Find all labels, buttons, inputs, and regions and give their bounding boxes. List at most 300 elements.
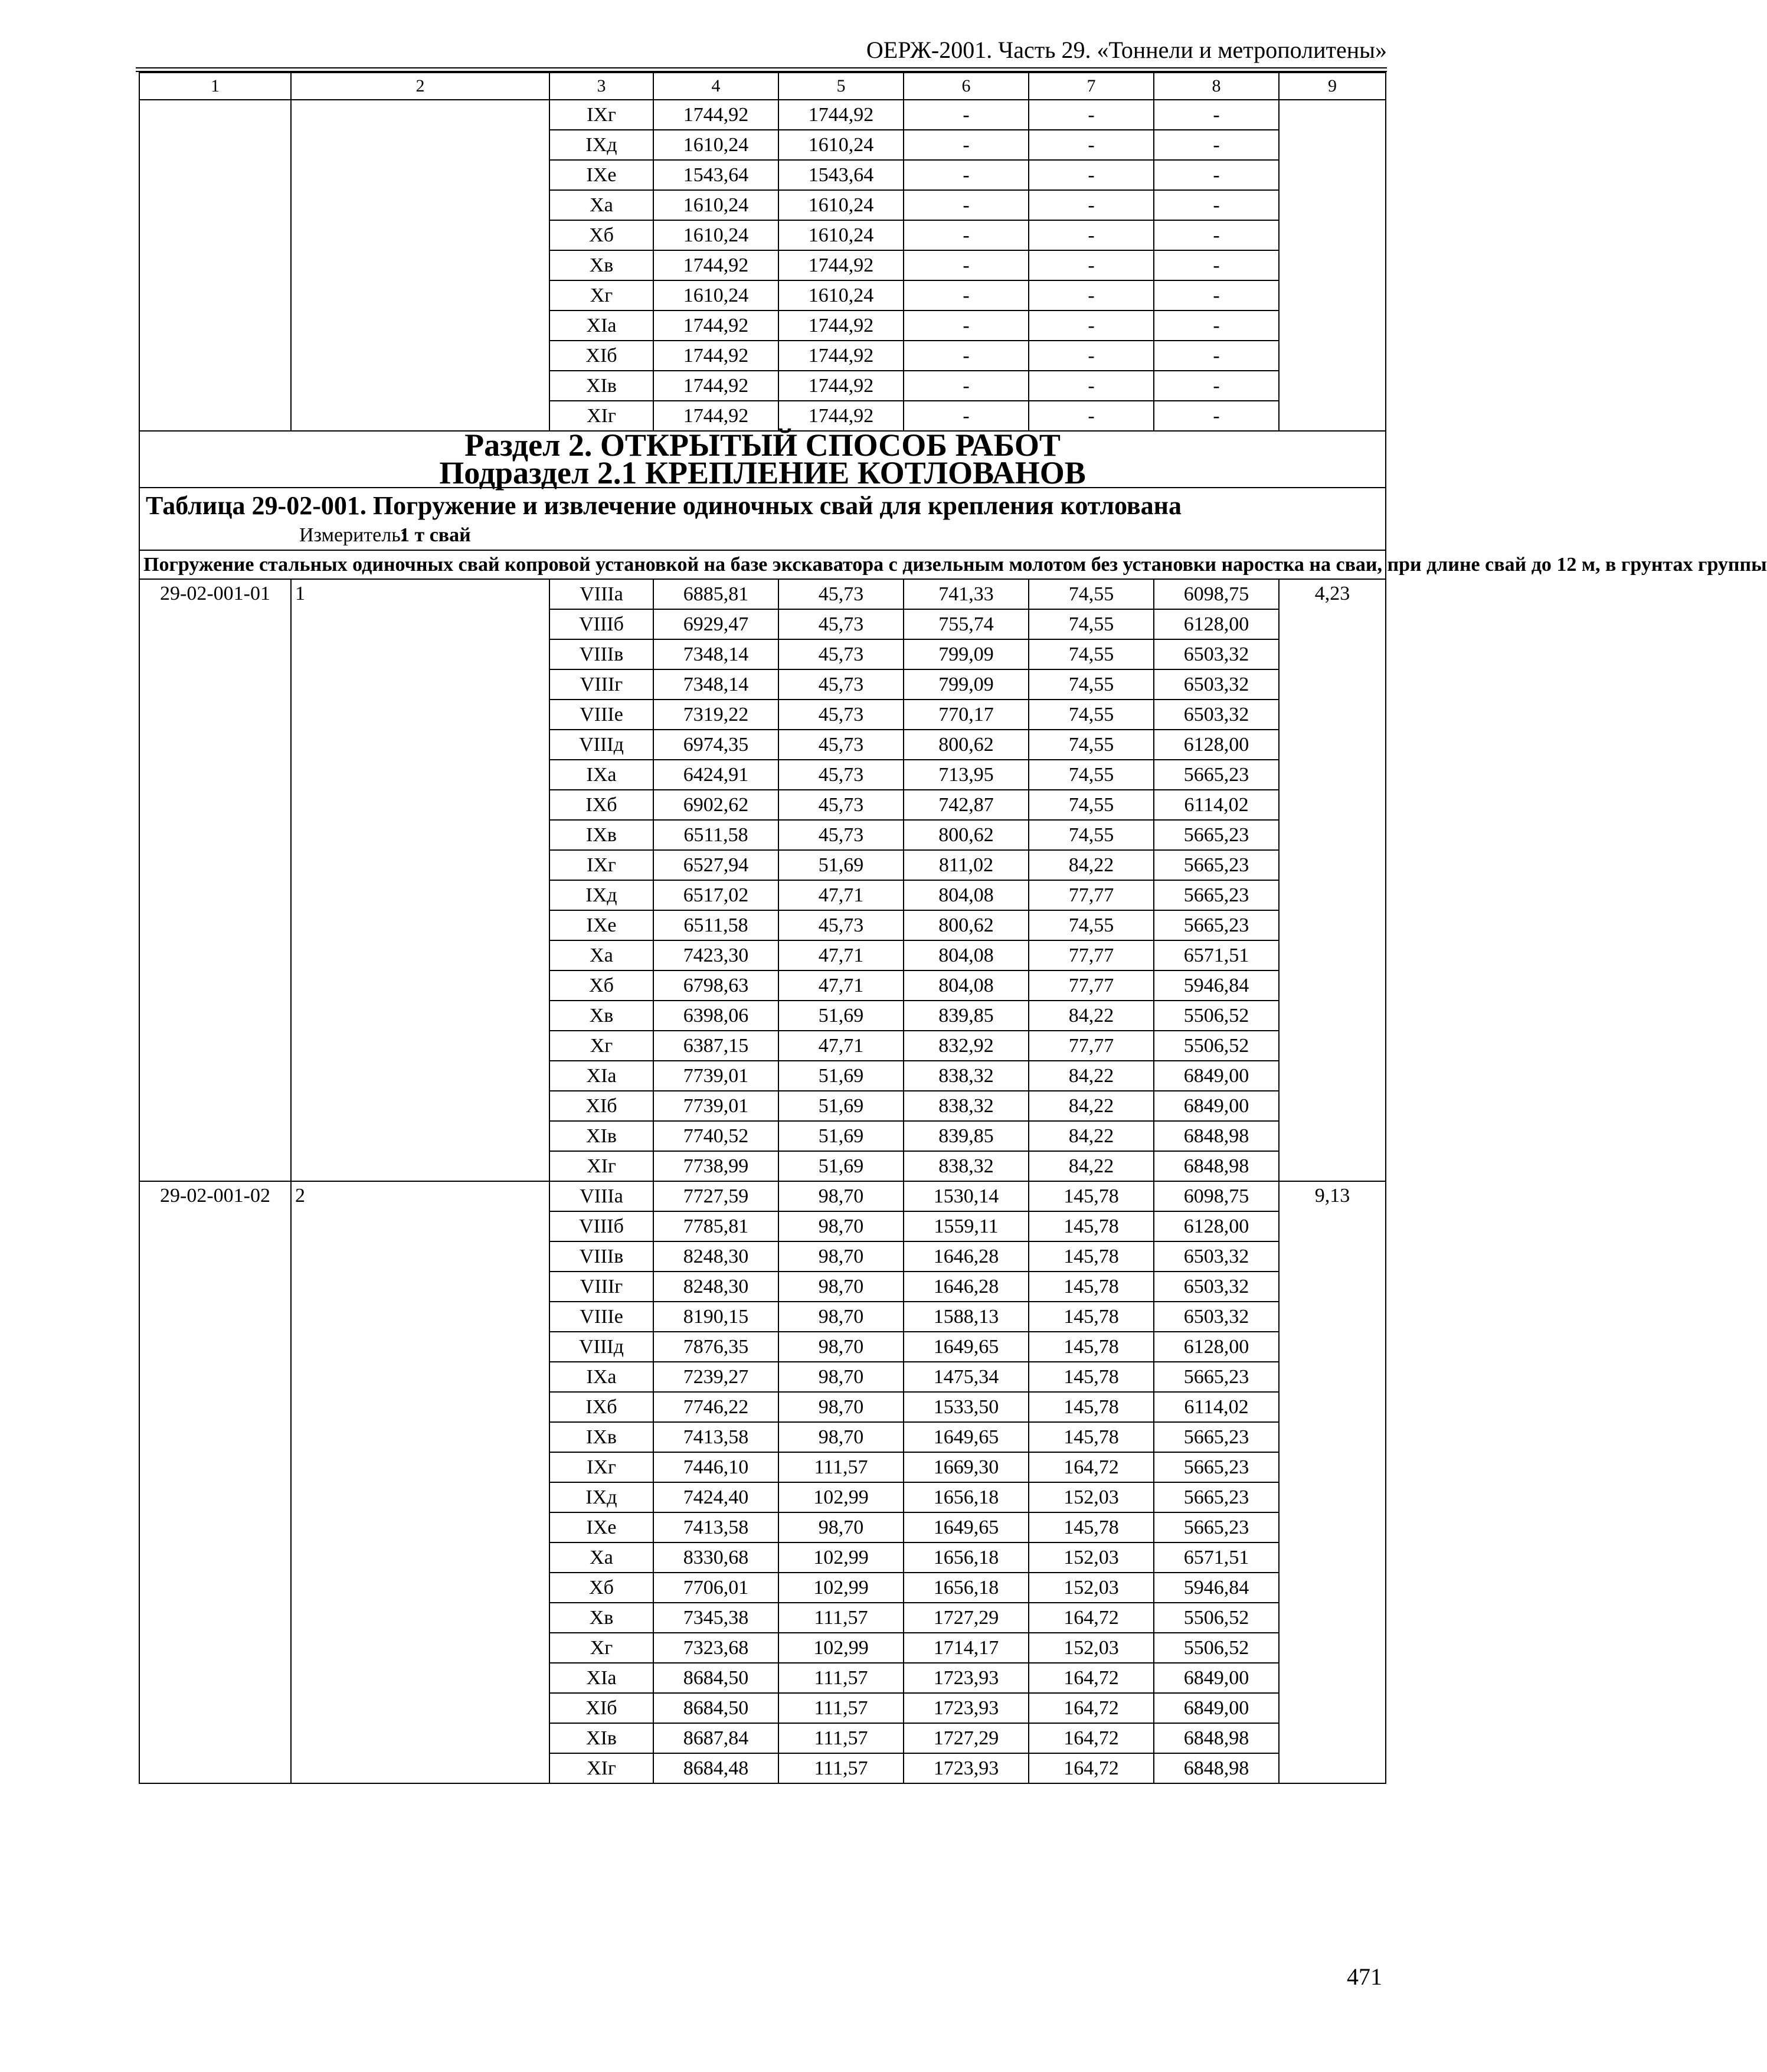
soil-group-cell: Xг [549, 1031, 653, 1061]
value-cell: 1610,24 [653, 130, 778, 160]
soil-group-cell: IXа [549, 1362, 653, 1392]
soil-group-cell: IXе [549, 1512, 653, 1542]
value-cell: - [1029, 401, 1154, 431]
col9-cell [1279, 100, 1386, 431]
value-cell: - [1154, 250, 1279, 280]
value-cell: - [1154, 371, 1279, 401]
value-cell: 1610,24 [778, 280, 904, 311]
value-cell: - [1029, 220, 1154, 250]
rate-row [139, 579, 1386, 609]
rate-row [139, 1181, 1386, 1211]
soil-group-cell: VIIIд [549, 1332, 653, 1362]
value-cell: 77,77 [1029, 970, 1154, 1001]
value-cell: 7345,38 [653, 1603, 778, 1633]
value-cell: 145,78 [1029, 1302, 1154, 1332]
value-cell: 47,71 [778, 880, 904, 910]
soil-group-cell: Xг [549, 280, 653, 311]
value-cell: 45,73 [778, 910, 904, 940]
value-cell: 77,77 [1029, 940, 1154, 970]
value-cell: - [904, 250, 1029, 280]
soil-group-cell: XIв [549, 1121, 653, 1151]
value-cell: 6849,00 [1154, 1693, 1279, 1723]
value-cell: 1656,18 [904, 1542, 1029, 1573]
soil-group-cell: XIг [549, 1151, 653, 1181]
value-cell: 1714,17 [904, 1633, 1029, 1663]
value-cell: 6849,00 [1154, 1061, 1279, 1091]
subsection-title: Подраздел 2.1 КРЕПЛЕНИЕ КОТЛОВАНОВ [439, 455, 1086, 491]
continuation-row [139, 100, 1386, 130]
value-cell: - [904, 280, 1029, 311]
value-cell: 5665,23 [1154, 1422, 1279, 1452]
value-cell: 98,70 [778, 1422, 904, 1452]
value-cell: 111,57 [778, 1693, 904, 1723]
value-cell: 74,55 [1029, 700, 1154, 730]
value-cell: 838,32 [904, 1151, 1029, 1181]
column-number: 8 [1154, 73, 1279, 100]
value-cell: 713,95 [904, 760, 1029, 790]
value-cell: 5506,52 [1154, 1031, 1279, 1061]
value-cell: 1649,65 [904, 1332, 1029, 1362]
soil-group-cell: VIIIа [549, 1181, 653, 1211]
rate-code: 29-02-001-02 [139, 1181, 291, 1783]
soil-group-cell: VIIIв [549, 639, 653, 669]
name-cell [291, 100, 549, 431]
value-cell: 7738,99 [653, 1151, 778, 1181]
soil-group-cell: Xг [549, 1633, 653, 1663]
value-cell: 51,69 [778, 1061, 904, 1091]
value-cell: 6848,98 [1154, 1151, 1279, 1181]
value-cell: 84,22 [1029, 1121, 1154, 1151]
value-cell: 7740,52 [653, 1121, 778, 1151]
soil-group-cell: IXе [549, 910, 653, 940]
value-cell: 1610,24 [653, 220, 778, 250]
value-cell: 1744,92 [653, 250, 778, 280]
value-cell: 98,70 [778, 1272, 904, 1302]
value-cell: 8248,30 [653, 1241, 778, 1272]
value-cell: 145,78 [1029, 1211, 1154, 1241]
value-cell: 1744,92 [778, 401, 904, 431]
value-cell: 6571,51 [1154, 1542, 1279, 1573]
value-cell: 1744,92 [778, 371, 904, 401]
rate-name: 2 [291, 1181, 549, 1783]
value-cell: 6849,00 [1154, 1091, 1279, 1121]
value-cell: - [904, 190, 1029, 220]
soil-group-cell: Xа [549, 940, 653, 970]
soil-group-cell: XIа [549, 1061, 653, 1091]
running-header: ОЕРЖ-2001. Часть 29. «Тоннели и метрополитены» [866, 37, 1387, 63]
value-cell: 98,70 [778, 1362, 904, 1392]
value-cell: 164,72 [1029, 1663, 1154, 1693]
column-number: 1 [139, 73, 291, 100]
soil-group-cell: XIв [549, 1723, 653, 1753]
value-cell: 145,78 [1029, 1272, 1154, 1302]
value-cell: 800,62 [904, 730, 1029, 760]
soil-group-cell: VIIIг [549, 1272, 653, 1302]
soil-group-cell: XIб [549, 341, 653, 371]
value-cell: 1533,50 [904, 1392, 1029, 1422]
value-cell: 145,78 [1029, 1241, 1154, 1272]
value-cell: 7876,35 [653, 1332, 778, 1362]
soil-group-cell: VIIIе [549, 700, 653, 730]
value-cell: 47,71 [778, 940, 904, 970]
value-cell: 1744,92 [653, 311, 778, 341]
value-cell: 102,99 [778, 1482, 904, 1512]
value-cell: 1744,92 [778, 311, 904, 341]
value-cell: 6503,32 [1154, 1272, 1279, 1302]
value-cell: 6503,32 [1154, 1302, 1279, 1332]
rates-table [139, 72, 1767, 1784]
rate-name: 1 [291, 579, 549, 1181]
page-number: 471 [1347, 1963, 1382, 1990]
value-cell: 111,57 [778, 1603, 904, 1633]
value-cell: 164,72 [1029, 1753, 1154, 1783]
value-cell: - [1029, 341, 1154, 371]
value-cell: 98,70 [778, 1302, 904, 1332]
value-cell: 164,72 [1029, 1452, 1154, 1482]
value-cell: 6387,15 [653, 1031, 778, 1061]
value-cell: 6424,91 [653, 760, 778, 790]
value-cell: 6511,58 [653, 820, 778, 850]
value-cell: 7319,22 [653, 700, 778, 730]
meter-label: Измеритель: [299, 524, 407, 546]
value-cell: 742,87 [904, 790, 1029, 820]
value-cell: 800,62 [904, 820, 1029, 850]
value-cell: 7348,14 [653, 669, 778, 700]
value-cell: 6527,94 [653, 850, 778, 880]
value-cell: 98,70 [778, 1512, 904, 1542]
value-cell: 5665,23 [1154, 1362, 1279, 1392]
value-cell: 741,33 [904, 579, 1029, 609]
value-cell: 51,69 [778, 1121, 904, 1151]
value-cell: 839,85 [904, 1121, 1029, 1151]
value-cell: 6929,47 [653, 609, 778, 639]
value-cell: 6902,62 [653, 790, 778, 820]
value-cell: 1744,92 [778, 341, 904, 371]
value-cell: 74,55 [1029, 910, 1154, 940]
value-cell: 1744,92 [778, 250, 904, 280]
value-cell: 145,78 [1029, 1181, 1154, 1211]
value-cell: - [904, 100, 1029, 130]
value-cell: 1723,93 [904, 1753, 1029, 1783]
value-cell: 6885,81 [653, 579, 778, 609]
value-cell: 111,57 [778, 1753, 904, 1783]
value-cell: - [1154, 220, 1279, 250]
value-cell: 7727,59 [653, 1181, 778, 1211]
soil-group-cell: IXд [549, 880, 653, 910]
value-cell: 98,70 [778, 1392, 904, 1422]
value-cell: 145,78 [1029, 1332, 1154, 1362]
value-cell: 1646,28 [904, 1272, 1029, 1302]
value-cell: 838,32 [904, 1061, 1029, 1091]
column-number: 3 [549, 73, 653, 100]
value-cell: 5946,84 [1154, 1573, 1279, 1603]
value-cell: 8190,15 [653, 1302, 778, 1332]
value-cell: 6503,32 [1154, 700, 1279, 730]
soil-group-cell: Xв [549, 1603, 653, 1633]
soil-group-cell: VIIIд [549, 730, 653, 760]
value-cell: 7348,14 [653, 639, 778, 669]
soil-group-cell: XIг [549, 401, 653, 431]
value-cell: 6848,98 [1154, 1121, 1279, 1151]
value-cell: - [1154, 160, 1279, 190]
value-cell: 5665,23 [1154, 910, 1279, 940]
value-cell: 45,73 [778, 639, 904, 669]
soil-group-cell: Xб [549, 970, 653, 1001]
value-cell: 8248,30 [653, 1272, 778, 1302]
value-cell: 5506,52 [1154, 1633, 1279, 1663]
meter-line [140, 524, 1385, 550]
value-cell: 1646,28 [904, 1241, 1029, 1272]
value-cell: 1649,65 [904, 1422, 1029, 1452]
column-number: 2 [291, 73, 549, 100]
soil-group-cell: IXг [549, 1452, 653, 1482]
soil-group-cell: XIв [549, 371, 653, 401]
value-cell: 6503,32 [1154, 639, 1279, 669]
value-cell: 755,74 [904, 609, 1029, 639]
value-cell: - [1029, 280, 1154, 311]
value-cell: 51,69 [778, 1001, 904, 1031]
soil-group-cell: VIIIв [549, 1241, 653, 1272]
soil-group-cell: Xб [549, 1573, 653, 1603]
soil-group-cell: Xв [549, 250, 653, 280]
value-cell: 1610,24 [778, 130, 904, 160]
value-cell: 5506,52 [1154, 1001, 1279, 1031]
value-cell: 7423,30 [653, 940, 778, 970]
soil-group-cell: IXг [549, 850, 653, 880]
value-cell: 839,85 [904, 1001, 1029, 1031]
value-cell: 6848,98 [1154, 1723, 1279, 1753]
value-cell: 1610,24 [653, 280, 778, 311]
soil-group-cell: XIб [549, 1693, 653, 1723]
value-cell: 5665,23 [1154, 820, 1279, 850]
rate-col9: 4,23 [1279, 579, 1386, 1181]
value-cell: 832,92 [904, 1031, 1029, 1061]
value-cell: 7706,01 [653, 1573, 778, 1603]
value-cell: 74,55 [1029, 609, 1154, 639]
value-cell: 6517,02 [653, 880, 778, 910]
value-cell: 800,62 [904, 910, 1029, 940]
value-cell: 8684,50 [653, 1663, 778, 1693]
value-cell: 7239,27 [653, 1362, 778, 1392]
soil-group-cell: IXб [549, 1392, 653, 1422]
soil-group-cell: IXд [549, 1482, 653, 1512]
value-cell: 838,32 [904, 1091, 1029, 1121]
value-cell: 1723,93 [904, 1663, 1029, 1693]
value-cell: 5665,23 [1154, 760, 1279, 790]
value-cell: 1543,64 [653, 160, 778, 190]
value-cell: 152,03 [1029, 1633, 1154, 1663]
value-cell: 7413,58 [653, 1512, 778, 1542]
value-cell: 74,55 [1029, 790, 1154, 820]
column-number: 4 [653, 73, 778, 100]
value-cell: 1530,14 [904, 1181, 1029, 1211]
value-cell: 6398,06 [653, 1001, 778, 1031]
value-cell: 145,78 [1029, 1512, 1154, 1542]
table-title: Таблица 29-02-001. Погружение и извлечение одиночных свай для крепления котлована [146, 491, 1182, 520]
value-cell: 1727,29 [904, 1603, 1029, 1633]
value-cell: - [1154, 190, 1279, 220]
column-number-row [139, 73, 1386, 100]
value-cell: 6974,35 [653, 730, 778, 760]
value-cell: 1588,13 [904, 1302, 1029, 1332]
value-cell: 1744,92 [653, 100, 778, 130]
value-cell: 6128,00 [1154, 1332, 1279, 1362]
value-cell: 8684,50 [653, 1693, 778, 1723]
soil-group-cell: IXв [549, 1422, 653, 1452]
value-cell: 74,55 [1029, 639, 1154, 669]
soil-group-cell: IXг [549, 100, 653, 130]
value-cell: 6503,32 [1154, 669, 1279, 700]
value-cell: 1610,24 [653, 190, 778, 220]
value-cell: 164,72 [1029, 1693, 1154, 1723]
soil-group-cell: Xа [549, 190, 653, 220]
value-cell: 804,08 [904, 940, 1029, 970]
value-cell: 1610,24 [778, 190, 904, 220]
column-number: 9 [1279, 73, 1386, 100]
value-cell: 98,70 [778, 1211, 904, 1241]
soil-group-cell: VIIIг [549, 669, 653, 700]
soil-group-cell: XIг [549, 1753, 653, 1783]
value-cell: 1656,18 [904, 1482, 1029, 1512]
soil-group-cell: Xб [549, 220, 653, 250]
value-cell: 45,73 [778, 760, 904, 790]
value-cell: - [1029, 250, 1154, 280]
value-cell: 47,71 [778, 1031, 904, 1061]
value-cell: 74,55 [1029, 730, 1154, 760]
value-cell: 164,72 [1029, 1603, 1154, 1633]
soil-group-cell: IXб [549, 790, 653, 820]
value-cell: 7785,81 [653, 1211, 778, 1241]
value-cell: - [1029, 130, 1154, 160]
section-title: Раздел 2. ОТКРЫТЫЙ СПОСОБ РАБОТ [464, 427, 1061, 463]
value-cell: 77,77 [1029, 880, 1154, 910]
value-cell: 6114,02 [1154, 790, 1279, 820]
value-cell: - [1029, 371, 1154, 401]
value-cell: 6503,32 [1154, 1241, 1279, 1272]
value-cell: 51,69 [778, 1151, 904, 1181]
value-cell: 145,78 [1029, 1392, 1154, 1422]
rate-group [139, 579, 1386, 1181]
value-cell: 5665,23 [1154, 1512, 1279, 1542]
value-cell: - [904, 401, 1029, 431]
value-cell: 8684,48 [653, 1753, 778, 1783]
value-cell: 45,73 [778, 609, 904, 639]
value-cell: 799,09 [904, 669, 1029, 700]
value-cell: 98,70 [778, 1181, 904, 1211]
soil-group-cell: XIа [549, 1663, 653, 1693]
soil-group-cell: VIIIа [549, 579, 653, 609]
value-cell: 7424,40 [653, 1482, 778, 1512]
soil-group-cell: XIа [549, 311, 653, 341]
value-cell: - [1154, 280, 1279, 311]
value-cell: 45,73 [778, 790, 904, 820]
value-cell: 51,69 [778, 1091, 904, 1121]
value-cell: 145,78 [1029, 1362, 1154, 1392]
value-cell: 45,73 [778, 700, 904, 730]
rate-group [139, 1181, 1386, 1783]
value-cell: 7323,68 [653, 1633, 778, 1663]
value-cell: 152,03 [1029, 1573, 1154, 1603]
section-heading [139, 427, 1386, 491]
soil-group-cell: IXв [549, 820, 653, 850]
value-cell: - [904, 311, 1029, 341]
value-cell: 7413,58 [653, 1422, 778, 1452]
value-cell: 6128,00 [1154, 730, 1279, 760]
value-cell: 5665,23 [1154, 880, 1279, 910]
value-cell: 6848,98 [1154, 1753, 1279, 1783]
value-cell: 45,73 [778, 730, 904, 760]
value-cell: 6098,75 [1154, 1181, 1279, 1211]
soil-group-cell: Xа [549, 1542, 653, 1573]
value-cell: - [1154, 341, 1279, 371]
column-number: 7 [1029, 73, 1154, 100]
soil-group-cell: XIб [549, 1091, 653, 1121]
value-cell: 8330,68 [653, 1542, 778, 1573]
value-cell: 1744,92 [778, 100, 904, 130]
value-cell: 770,17 [904, 700, 1029, 730]
value-cell: 8687,84 [653, 1723, 778, 1753]
section-heading-block [139, 427, 1767, 579]
soil-group-cell: VIIIб [549, 1211, 653, 1241]
value-cell: 6114,02 [1154, 1392, 1279, 1422]
value-cell: 5665,23 [1154, 1452, 1279, 1482]
value-cell: 5506,52 [1154, 1603, 1279, 1633]
value-cell: 6849,00 [1154, 1663, 1279, 1693]
value-cell: 1656,18 [904, 1573, 1029, 1603]
value-cell: 74,55 [1029, 820, 1154, 850]
value-cell: 1475,34 [904, 1362, 1029, 1392]
value-cell: 1744,92 [653, 371, 778, 401]
value-cell: 1610,24 [778, 220, 904, 250]
value-cell: 164,72 [1029, 1723, 1154, 1753]
value-cell: 811,02 [904, 850, 1029, 880]
value-cell: 7739,01 [653, 1091, 778, 1121]
soil-group-cell: IXе [549, 160, 653, 190]
value-cell: 1543,64 [778, 160, 904, 190]
value-cell: 1727,29 [904, 1723, 1029, 1753]
value-cell: 804,08 [904, 970, 1029, 1001]
value-cell: 7739,01 [653, 1061, 778, 1091]
value-cell: 45,73 [778, 820, 904, 850]
value-cell: 111,57 [778, 1663, 904, 1693]
value-cell: 5665,23 [1154, 1482, 1279, 1512]
value-cell: - [904, 371, 1029, 401]
value-cell: 84,22 [1029, 1151, 1154, 1181]
rate-col9: 9,13 [1279, 1181, 1386, 1783]
value-cell: - [1154, 130, 1279, 160]
value-cell: 6098,75 [1154, 579, 1279, 609]
value-cell: 84,22 [1029, 850, 1154, 880]
soil-group-cell: VIIIе [549, 1302, 653, 1332]
value-cell: 145,78 [1029, 1422, 1154, 1452]
value-cell: 84,22 [1029, 1061, 1154, 1091]
value-cell: 102,99 [778, 1633, 904, 1663]
value-cell: 111,57 [778, 1452, 904, 1482]
value-cell: - [904, 160, 1029, 190]
value-cell: 74,55 [1029, 760, 1154, 790]
value-cell: 804,08 [904, 880, 1029, 910]
value-cell: 1559,11 [904, 1211, 1029, 1241]
value-cell: - [904, 130, 1029, 160]
value-cell: - [1154, 100, 1279, 130]
value-cell: 6511,58 [653, 910, 778, 940]
continuation-rows [139, 73, 1386, 431]
value-cell: - [904, 341, 1029, 371]
meter-value: 1 т свай [400, 524, 471, 546]
value-cell: 51,69 [778, 850, 904, 880]
value-cell: - [1154, 311, 1279, 341]
code-cell [139, 100, 291, 431]
